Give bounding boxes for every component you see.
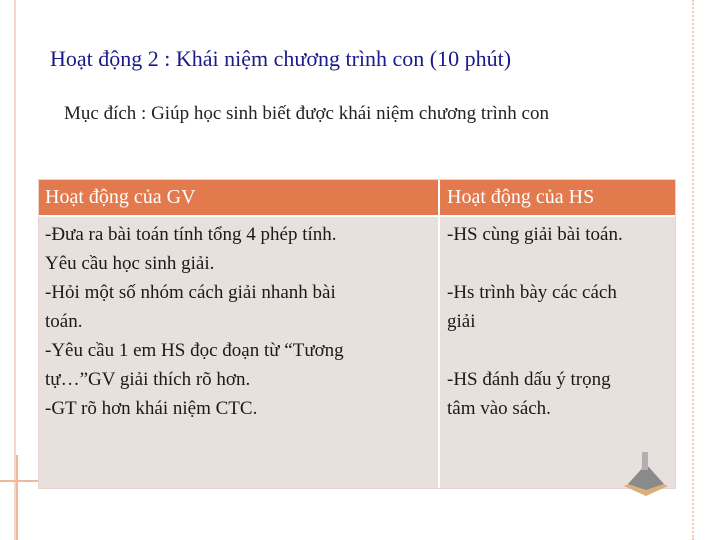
gv-line: toán. (45, 311, 83, 332)
gv-line: -Yêu cầu 1 em HS đọc đoạn từ “Tương (45, 340, 344, 361)
hs-line: -Hs trình bày các cách (447, 282, 617, 303)
hs-line: giải (447, 311, 476, 332)
gv-line: -Hỏi một số nhóm cách giải nhanh bài (45, 282, 336, 303)
gv-activity-cell (45, 220, 433, 423)
purpose-text: Mục đích : Giúp học sinh biết được khái niệm chương trình con (64, 103, 549, 124)
table-header-row (39, 180, 675, 215)
header-divider (39, 215, 675, 217)
activity-table (38, 179, 676, 489)
header-gv: Hoạt động của GV (45, 186, 196, 208)
frame-dotted-rule (692, 0, 696, 540)
gv-line: Yêu cầu học sinh giải. (45, 253, 215, 274)
decorative-icon (616, 446, 676, 498)
gv-line: -GT rõ hơn khái niệm CTC. (45, 398, 258, 419)
header-hs: Hoạt động của HS (447, 186, 595, 208)
gv-line: tự…”GV giải thích rõ hơn. (45, 369, 251, 390)
hs-line: -HS cùng giải bài toán. (447, 224, 623, 245)
gv-line: -Đưa ra bài toán tính tổng 4 phép tính. (45, 224, 337, 245)
spacer (447, 249, 673, 278)
frame-line-horizontal (0, 480, 40, 482)
hs-line: tâm vào sách. (447, 398, 551, 419)
hs-line: -HS đánh dấu ý trọng (447, 369, 611, 390)
column-divider (438, 180, 440, 488)
slide-title: Hoạt động 2 : Khái niệm chương trình con (10 phút) (50, 46, 512, 71)
frame-line-vertical-bottom (16, 455, 18, 540)
spacer (447, 336, 673, 365)
hs-activity-cell (447, 220, 673, 423)
